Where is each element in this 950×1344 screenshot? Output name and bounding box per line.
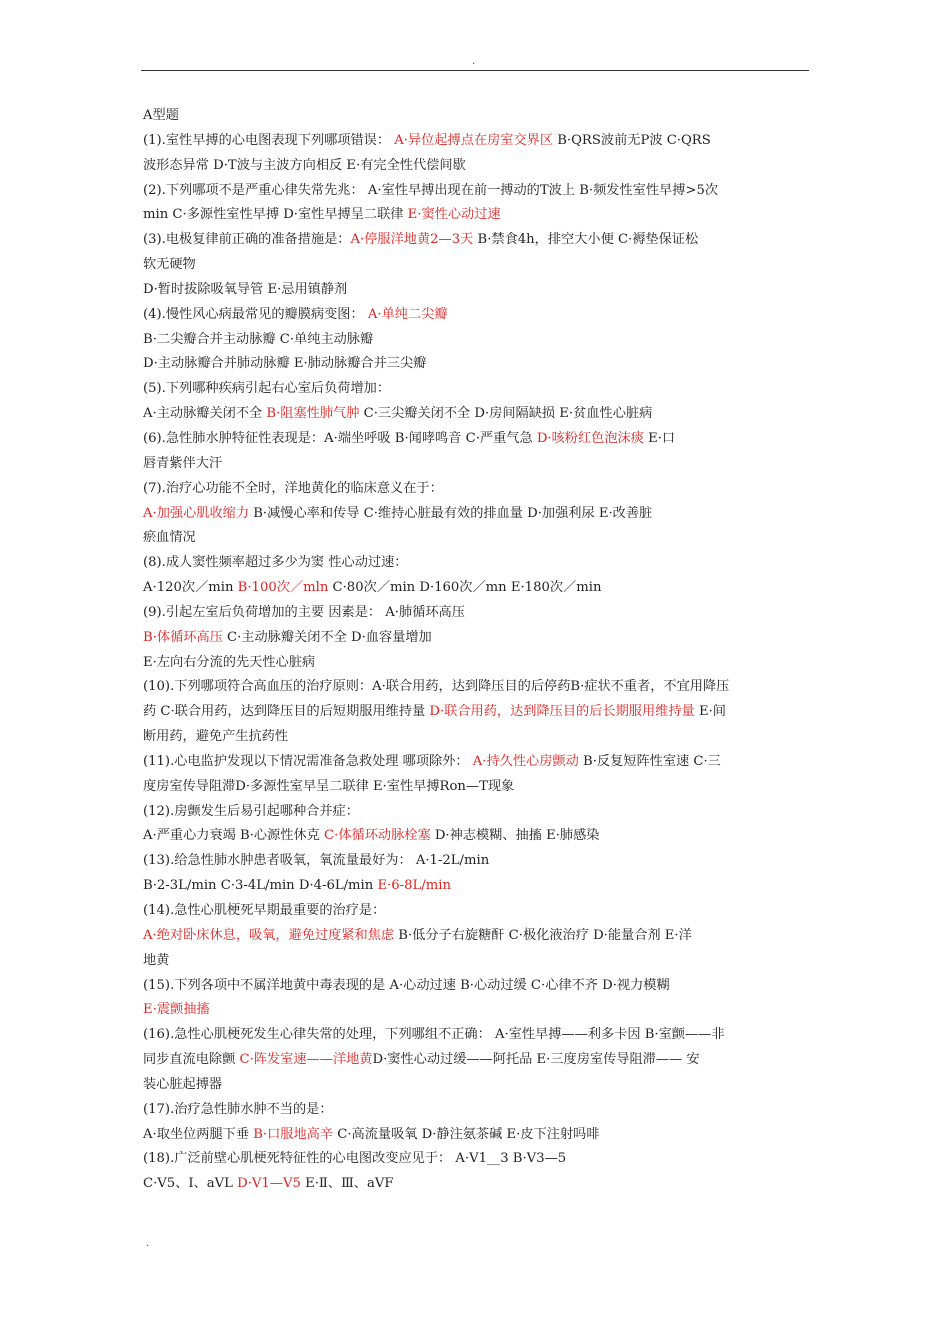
- line-text: A·取坐位两腿下垂: [143, 1126, 254, 1142]
- text-line: [143, 1023, 809, 1048]
- line-text: E·左向右分流的先天性心脏病: [143, 654, 316, 670]
- text-line: [143, 849, 809, 874]
- text-line: [143, 1172, 809, 1197]
- text-line: [143, 601, 809, 626]
- line-text: (4).慢性风心病最常见的瓣膜病变图：: [143, 306, 368, 322]
- answer-highlight: B·口服地高辛: [253, 1126, 334, 1142]
- text-line: [143, 303, 809, 328]
- line-text: (6).急性肺水肿特征性表现是：A·端坐呼吸 B·闻哮鸣音 C·严重气急: [143, 430, 537, 446]
- line-text: (10).下列哪项符合高血压的治疗原则：A·联合用药，达到降压目的后停药B·症状不重者，不宜用降压: [143, 679, 730, 695]
- line-text: 地黄: [143, 952, 170, 968]
- line-text: C·主动脉瓣关闭不全 D·血容量增加: [222, 629, 432, 645]
- answer-highlight: B·体循环高压: [143, 629, 223, 645]
- answer-highlight: B·100次／mln: [237, 580, 329, 596]
- line-text: (1).室性早搏的心电图表现下列哪项错误：: [143, 132, 395, 148]
- line-text: B·二尖瓣合并主动脉瓣 C·单纯主动脉瓣: [143, 331, 374, 347]
- line-text: D·神志模糊、抽搐 E·肺感染: [430, 828, 600, 844]
- text-line: [143, 278, 809, 303]
- line-text: 同步直流电除颤: [143, 1052, 240, 1068]
- text-line: [143, 675, 809, 700]
- line-text: A·主动脉瓣关闭不全: [143, 406, 267, 422]
- text-line: [143, 1147, 809, 1172]
- line-text: E·间: [694, 704, 726, 720]
- text-line: [143, 974, 809, 999]
- text-line: [143, 998, 809, 1023]
- text-line: [143, 477, 809, 502]
- line-text: E·Ⅱ、Ⅲ、aVF: [300, 1176, 394, 1192]
- line-text: C·80次／min D·160次／mn E·180次／min: [328, 580, 602, 596]
- text-line: [143, 626, 809, 651]
- line-text: (9).引起左室后负荷增加的主要 因素是： A·肺循环高压: [143, 604, 465, 620]
- question-list: [143, 104, 809, 1197]
- text-line: [143, 824, 809, 849]
- text-line: [143, 551, 809, 576]
- line-text: C·高流量吸氧 D·静注氨茶碱 E·皮下注射吗啡: [333, 1126, 600, 1142]
- line-text: 度房室传导阻滞D·多源性室早呈二联律 E·室性早搏Ron—T现象: [143, 778, 515, 794]
- line-text: (18).广泛前壁心肌梗死特征性的心电图改变应见于： A·V1__3 B·V3—5: [143, 1151, 567, 1167]
- line-text: min C·多源性室性早搏 D·室性早搏呈二联律: [143, 207, 408, 223]
- line-text: B·QRS波前无P波 C·QRS: [553, 132, 711, 148]
- text-line: [143, 949, 809, 974]
- line-text: C·V5、I、aVL: [143, 1176, 238, 1192]
- text-line: [143, 700, 809, 725]
- text-line: [143, 800, 809, 825]
- line-text: 断用药，避免产生抗药性: [143, 729, 289, 745]
- answer-highlight: A·停服洋地黄2—3天: [350, 232, 474, 248]
- text-line: [143, 651, 809, 676]
- line-text: 瘀血情况: [143, 530, 196, 546]
- text-line: [143, 328, 809, 353]
- text-line: [143, 576, 809, 601]
- line-text: 唇青紫伴大汗: [143, 455, 223, 471]
- answer-highlight: C·阵发室速——洋地黄: [239, 1052, 373, 1068]
- text-line: [143, 129, 809, 154]
- line-text: (5).下列哪种疾病引起右心室后负荷增加：: [143, 381, 391, 397]
- line-text: (12).房颤发生后易引起哪种合并症：: [143, 803, 359, 819]
- text-line: [143, 502, 809, 527]
- text-line: [143, 750, 809, 775]
- line-text: (11).心电监护发现以下情况需准备急救处理 哪项除外：: [143, 753, 473, 769]
- line-text: 药 C·联合用药，达到降压目的后短期服用维持量: [143, 704, 430, 720]
- answer-highlight: B·阻塞性肺气肿: [266, 406, 360, 422]
- answer-highlight: E·窦性心动过速: [407, 207, 501, 223]
- line-text: (2).下列哪项不是严重心律失常先兆： A·室性早搏出现在前一搏动的T波上 B·频发性室性早搏>5次: [143, 182, 719, 198]
- line-text: D·窦性心动过缓——阿托品 E·三度房室传导阻滞—— 安: [372, 1052, 700, 1068]
- answer-highlight: C·体循环动脉栓塞: [324, 828, 431, 844]
- answer-highlight: A·单纯二尖瓣: [367, 306, 448, 322]
- line-text: (3).电极复律前正确的准备措施是：: [143, 232, 351, 248]
- header-rule: [141, 70, 809, 71]
- text-line: [143, 775, 809, 800]
- text-line: [143, 899, 809, 924]
- text-line: [143, 253, 809, 278]
- line-text: (14).急性心肌梗死早期最重要的治疗是：: [143, 903, 386, 918]
- line-text: B·反复短阵性室速 C·三: [578, 753, 721, 769]
- text-line: [143, 874, 809, 899]
- text-line: [143, 725, 809, 750]
- answer-highlight: D·咳粉红色泡沫痰: [536, 430, 644, 446]
- answer-highlight: A·加强心肌收缩力: [143, 505, 250, 521]
- footer-mark: .: [146, 1238, 150, 1249]
- answer-highlight: A·绝对卧床休息，吸氧，避免过度紧和焦虑: [143, 927, 395, 943]
- line-text: A型题: [143, 108, 179, 123]
- line-text: (8).成人窦性频率超过多少为窦 性心动过速：: [143, 555, 408, 571]
- line-text: A·严重心力衰竭 B·心源性休克: [143, 828, 325, 844]
- line-text: C·三尖瓣关闭不全 D·房间隔缺损 E·贫血性心脏病: [359, 406, 653, 422]
- header-mark: .: [472, 56, 476, 67]
- line-text: D·主动脉瓣合并肺动脉瓣 E·肺动脉瓣合并三尖瓣: [143, 356, 427, 372]
- answer-highlight: A·持久性心房颤动: [472, 753, 579, 769]
- line-text: (7).治疗心功能不全时，洋地黄化的临床意义在于：: [143, 480, 443, 496]
- text-line: [143, 377, 809, 402]
- text-line: [143, 924, 809, 949]
- line-text: (17).治疗急性肺水肿不当的是：: [143, 1101, 333, 1117]
- text-line: [143, 203, 809, 228]
- text-line: [143, 402, 809, 427]
- line-text: B·2-3L/min C·3-4L/min D·4-6L/min: [143, 878, 378, 894]
- text-line: [143, 179, 809, 204]
- line-text: (13).给急性肺水肿患者吸氧，氧流量最好为： A·1-2L/min: [143, 853, 490, 869]
- line-text: 波形态异常 D·T波与主波方向相反 E·有完全性代偿间歇: [143, 157, 466, 173]
- text-line: [143, 1098, 809, 1123]
- answer-highlight: A·异位起搏点在房室交界区: [394, 132, 554, 148]
- line-text: (16).急性心肌梗死发生心律失常的处理，下列哪组不正确： A·室性早搏——利多卡因 B·室颤——非: [143, 1027, 725, 1043]
- text-line: [143, 352, 809, 377]
- line-text: A·120次／min: [143, 580, 238, 596]
- line-text: D·暂时拔除吸氧导管 E·忌用镇静剂: [143, 281, 348, 297]
- line-text: B·低分子右旋糖酐 C·极化液治疗 D·能量合剂 E·洋: [394, 927, 692, 943]
- line-text: E·口: [643, 430, 676, 446]
- line-text: 软无硬物: [143, 257, 196, 273]
- line-text: B·减慢心率和传导 C·维持心脏最有效的排血量 D·加强利尿 E·改善脏: [249, 505, 653, 521]
- answer-highlight: D·联合用药，达到降压目的后长期服用维持量: [429, 704, 695, 720]
- text-line: [143, 228, 809, 253]
- text-line: [143, 1073, 809, 1098]
- line-text: (15).下列各项中不属洋地黄中毒表现的是 A·心动过速 B·心动过缓 C·心律不齐 D·视力模糊: [143, 977, 670, 993]
- text-line: [143, 452, 809, 477]
- line-text: B·禁食4h，排空大小便 C·褥垫保证松: [473, 232, 699, 248]
- answer-highlight: E·震颤抽搐: [143, 1002, 210, 1018]
- text-line: [143, 1048, 809, 1073]
- text-line: [143, 104, 809, 129]
- answer-highlight: D·V1—V5: [237, 1176, 301, 1192]
- text-line: [143, 427, 809, 452]
- answer-highlight: E·6-8L/min: [377, 878, 451, 894]
- text-line: [143, 1123, 809, 1148]
- line-text: 装心脏起搏器: [143, 1076, 223, 1092]
- text-line: [143, 526, 809, 551]
- text-line: [143, 154, 809, 179]
